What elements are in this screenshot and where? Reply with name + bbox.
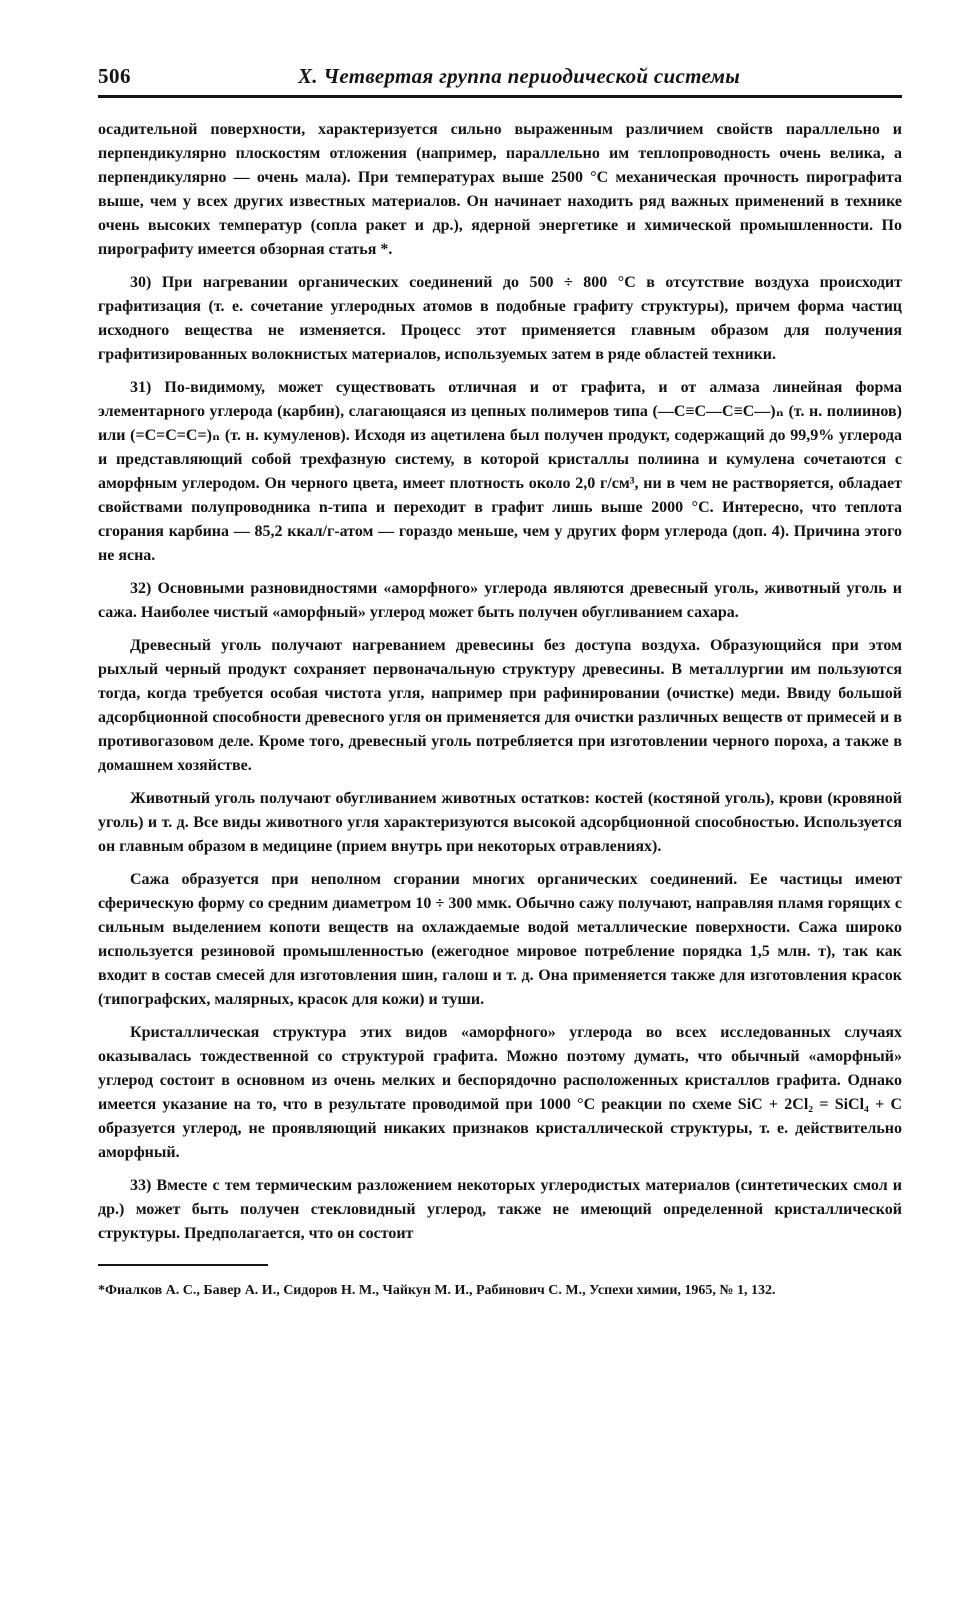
paragraph-crystal-structure: Кристаллическая структура этих видов «аморфного» углерода во всех исследованных случаях оказывалась тождественной со структурой графита. Можно поэтому думать, что обычный «аморфный» углерод состоит в основном из очень мелких и беспорядочно расположенных кристаллов графита. Однако имеется указание на то, что в результате проводимой при 1000 °С реакции по схеме SiC + 2Cl₂ = SiCl₄ + C образуется углерод, не проявляющий никаких признаков кристаллической структуры, т. е. действительно аморфный. [98, 1024, 902, 1161]
footnote-divider [98, 1264, 268, 1266]
paragraph-31: 31) По-видимому, может существовать отличная и от графита, и от алмаза линейная форма элементарного углерода (карбин), слагающаяся из цепных полимеров типа (—C≡C—C≡C—)ₙ (т. н. полиинов) или (=C=C=C=)ₙ (т. н. кумуленов). Исходя из ацетилена был получен продукт, содержащий до 99,9% углерода и представляющий собой трехфазную систему, в которой кристаллы полиина и кумулена сочетаются с аморфным углеродом. Он черного цвета, имеет плотность около 2,0 г/см³, ни в чем не растворяется, обладает свойствами полупроводника n-типа и переходит в графит лишь выше 2000 °С. Интересно, что теплота сгорания карбина — 85,2 ккал/г-атом — гораздо меньше, чем у других форм углерода (доп. 4). Причина этого не ясна. [98, 379, 902, 564]
paragraph-30: 30) При нагревании органических соединений до 500 ÷ 800 °С в отсутствие воздуха происходит графитизация (т. е. сочетание углеродных атомов в подобные графиту структуры), причем форма частиц исходного вещества не изменяется. Процесс этот применяется главным образом для получения графитизированных волокнистых материалов, используемых затем в ряде областей техники. [98, 274, 902, 363]
running-header [98, 64, 902, 98]
paragraph-animal-charcoal: Животный уголь получают обугливанием животных остатков: костей (костяной уголь), крови (кровяной уголь) и т. д. Все виды животного угля характеризуются высокой адсорбционной способностью. Используется он главным образом в медицине (прием внутрь при некоторых отравлениях). [98, 790, 902, 855]
chapter-title: X. Четвертая группа периодической системы [298, 64, 741, 88]
paragraph-charcoal: Древесный уголь получают нагреванием древесины без доступа воздуха. Образующийся при этом рыхлый черный продукт сохраняет первоначальную структуру древесины. В металлургии им пользуются тогда, когда требуется особая чистота угля, например при рафинировании (очистке) меди. Ввиду большой адсорбционной способности древесного угля он применяется для очистки различных веществ от примесей и в противогазовом деле. Кроме того, древесный уголь потребляется при изготовлении черного пороха, а также в домашнем хозяйстве. [98, 637, 902, 774]
page-body [98, 118, 902, 1246]
paragraph-continuation: осадительной поверхности, характеризуется сильно выраженным различием свойств параллельно и перпендикулярно плоскостям отложения (например, параллельно им теплопроводность очень велика, а перпендикулярно — очень мала). При температурах выше 2500 °С механическая прочность пирографита выше, чем у всех других известных материалов. Он начинает находить ряд важных применений в технике очень высоких температур (сопла ракет и др.), ядерной энергетике и химической промышленности. По пирографиту имеется обзорная статья *. [98, 121, 902, 258]
page-number: 506 [98, 64, 131, 88]
paragraph-32: 32) Основными разновидностями «аморфного» углерода являются древесный уголь, животный уголь и сажа. Наиболее чистый «аморфный» углерод может быть получен обугливанием сахара. [98, 580, 902, 621]
paragraph-soot: Сажа образуется при неполном сгорании многих органических соединений. Ее частицы имеют сферическую форму со средним диаметром 10 ÷ 300 ммк. Обычно сажу получают, направляя пламя горящих с сильным выделением копоти веществ на охлаждаемые водой металлические поверхности. Сажа широко используется резиновой промышленностью (ежегодное мировое потребление порядка 1,5 млн. т), так как входит в состав смесей для изготовления шин, галош и т. д. Она применяется также для изготовления красок (типографских, малярных, красок для кожи) и туши. [98, 871, 902, 1008]
paragraph-33: 33) Вместе с тем термическим разложением некоторых углеродистых материалов (синтетических смол и др.) может быть получен стекловидный углерод, также не имеющий определенной кристаллической структуры. Предполагается, что он состоит [98, 1177, 902, 1242]
footnote: *Фиалков А. С., Бавер А. И., Сидоров Н. М., Чайкун М. И., Рабинович С. М., Успехи химии, 1965, № 1, 132. [98, 1283, 776, 1298]
